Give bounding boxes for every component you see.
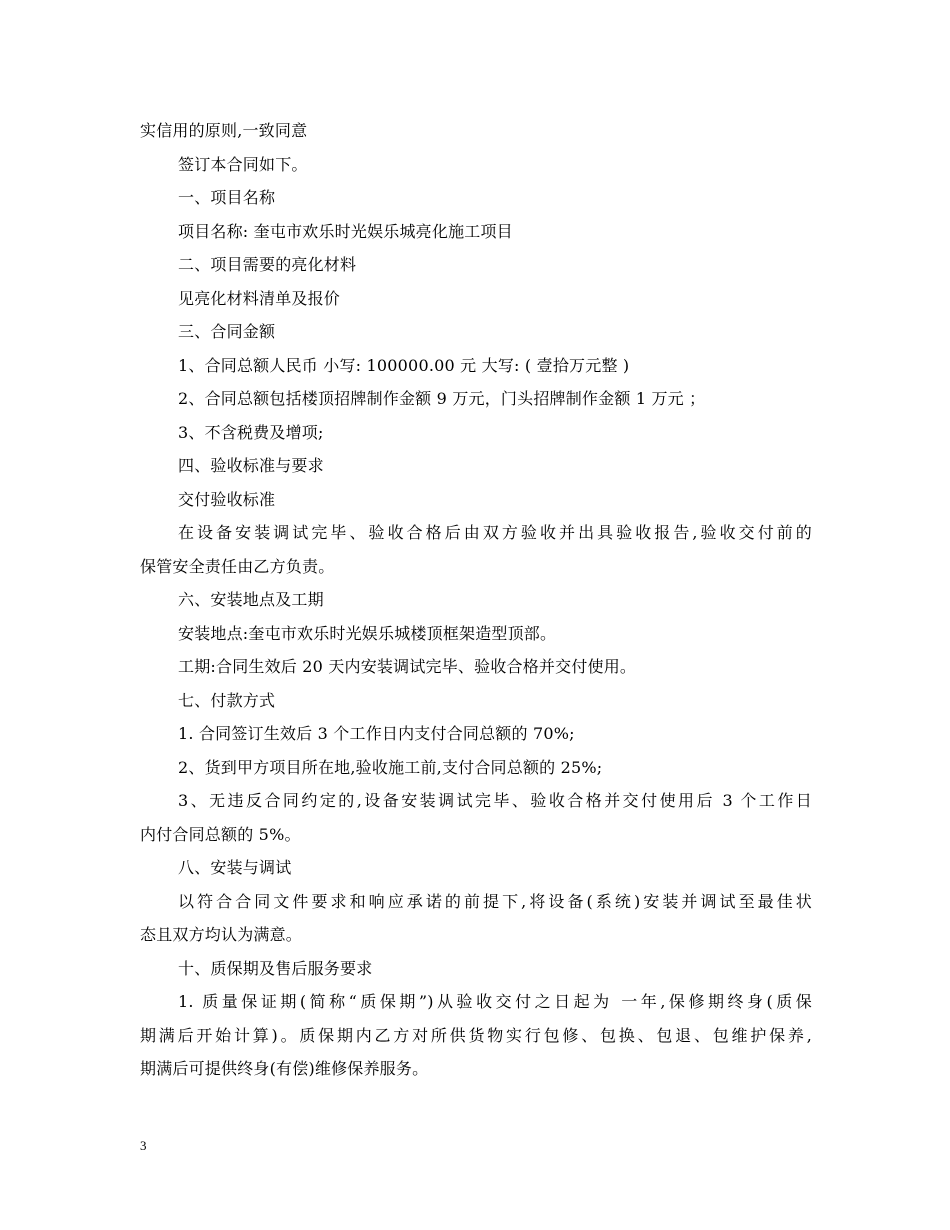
text-line: 2、合同总额包括楼顶招牌制作金额 9 万元，门头招牌制作金额 1 万元 ； [178,389,706,408]
text-line: 交付验收标准 [178,489,276,509]
text-line: 安装地点:奎屯市欢乐时光娱乐城楼顶框架造型顶部。 [178,623,557,643]
text-line: 期满后可提供终身(有偿)维修保养服务。 [140,1059,429,1078]
section-heading: 八、安装与调试 [178,858,292,877]
section-heading: 七、付款方式 [178,690,276,710]
section-heading: 三、合同金额 [178,322,276,341]
text-line: 1. 合同签订生效后 3 个工作日内支付合同总额的 70%; [178,724,575,743]
text-line: 3、不含税费及增项; [178,422,324,442]
text-line: 保管安全责任由乙方负责。 [140,556,335,576]
text-line: 实信用的原则,一致同意 [140,121,308,140]
document-body [140,114,812,1086]
text-line: 2、货到甲方项目所在地,验收施工前,支付合同总额的 25%; [178,757,603,777]
text-line: 签订本合同如下。 [178,154,308,174]
text-line: 3、无违反合同约定的,设备安装调试完毕、验收合格并交付使用后 3 个工作日 [178,791,812,810]
page-number: 3 [140,1138,147,1153]
text-line: 项目名称: 奎屯市欢乐时光娱乐城亮化施工项目 [178,221,513,241]
text-line: 1. 质量保证期(简称“质保期”)从验收交付之日起为 一年,保修期终身(质保 [178,992,812,1011]
text-line: 工期:合同生效后 20 天内安装调试完毕、验收合格并交付使用。 [178,657,637,676]
text-line: 1、合同总额人民币 小写: 100000.00 元 大写: ( 壹拾万元整 ) [178,355,630,375]
text-line: 期满后开始计算)。质保期内乙方对所供货物实行包修、包换、包退、包维护保养, [140,1025,812,1045]
text-line: 内付合同总额的 5%。 [140,824,301,844]
section-heading: 十、质保期及售后服务要求 [178,958,373,978]
section-heading: 四、验收标准与要求 [178,456,324,475]
text-line: 见亮化材料清单及报价 [178,288,341,308]
text-line: 在设备安装调试完毕、验收合格后由双方验收并出具验收报告,验收交付前的 [178,523,812,542]
section-heading: 二、项目需要的亮化材料 [178,255,357,274]
section-heading: 一、项目名称 [178,188,276,207]
text-line: 以符合合同文件要求和响应承诺的前提下,将设备(系统)安装并调试至最佳状 [178,891,812,911]
text-line: 态且双方均认为满意。 [140,925,303,944]
section-heading: 六、安装地点及工期 [178,590,324,609]
